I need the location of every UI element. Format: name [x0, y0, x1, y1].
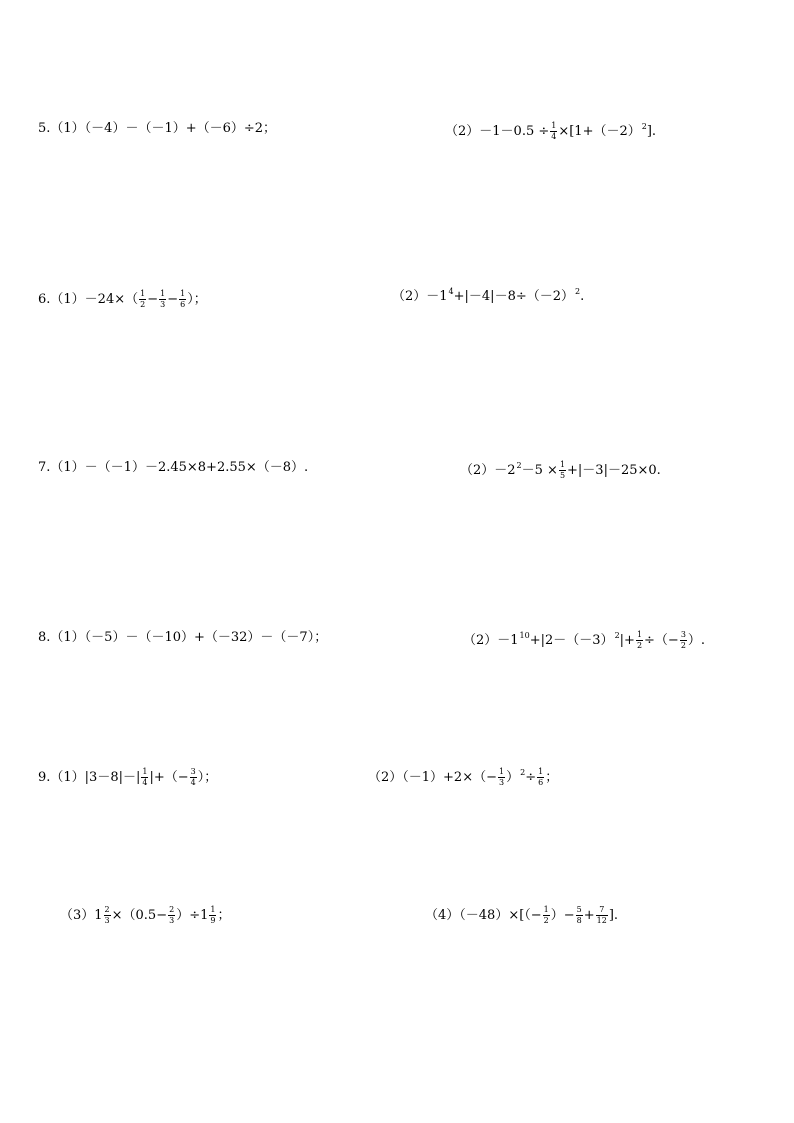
problem-text: 6.（1）－24×（: [38, 292, 139, 307]
problem-text: －5 ×: [521, 463, 558, 478]
problem-9-part-2: [368, 768, 558, 787]
problem-text: （2）－1－0.5 ÷: [445, 124, 550, 139]
fraction: $\frac{1}{4}$: [551, 121, 557, 141]
problem-text: ×[1+（－2）: [558, 124, 641, 139]
problem-text: +|－3|－25×0.: [567, 463, 661, 478]
problem-text: （2）（－1）+2×（−: [368, 770, 497, 785]
problem-text: 7.（1）－（－1）－2.45×8+2.55×（－8）.: [38, 460, 309, 475]
problem-5-part-2: [445, 122, 656, 141]
problem-5-part-1: [38, 122, 276, 135]
fraction: $\frac{2}{3}$: [104, 905, 110, 925]
problem-text: |+: [619, 633, 635, 648]
problem-6-part-2: [392, 286, 585, 304]
problem-7-part-2: [460, 461, 661, 480]
fraction: $\frac{1}{3}$: [160, 289, 166, 309]
problem-text: +|2－（－3）: [529, 633, 614, 648]
fraction: $\frac{1}{9}$: [210, 905, 216, 925]
exponent: 4: [448, 286, 454, 296]
problem-text: ）: [506, 770, 520, 785]
fraction: $\frac{1}{6}$: [538, 767, 544, 787]
exponent: 2: [641, 121, 647, 131]
exponent: 2: [516, 460, 522, 470]
problem-9-part-4: [425, 906, 618, 925]
fraction: $\frac{1}{4}$: [142, 767, 148, 787]
problem-text: ÷（−: [644, 633, 679, 648]
problem-text: （2）－2: [460, 463, 516, 478]
fraction: $\frac{1}{2}$: [140, 289, 146, 309]
problem-text: （2）－1: [463, 633, 519, 648]
problem-text: （3）1: [60, 908, 103, 923]
fraction: $\frac{5}{8}$: [576, 905, 582, 925]
problem-text: −: [147, 292, 159, 307]
problem-text: ×（0.5−: [111, 908, 168, 923]
problem-text: ÷: [525, 770, 537, 785]
exponent: 2: [614, 630, 620, 640]
fraction: $\frac{1}{2}$: [636, 630, 643, 650]
problem-text: 8.（1）（－5）－（－10）+（－32）－（－7）；: [38, 630, 328, 645]
problem-text: ；: [545, 770, 559, 785]
problem-text: ].: [608, 908, 619, 923]
exponent: 10: [519, 630, 530, 640]
fraction: $\frac{1}{2}$: [543, 905, 549, 925]
problem-text: ）；: [197, 770, 218, 785]
fraction: $\frac{7}{12}$: [596, 905, 607, 925]
problem-text: （2）－1: [392, 289, 448, 304]
problem-text: ）÷1: [176, 908, 209, 923]
problem-text: 9.（1）|3－8|－|: [38, 770, 141, 785]
fraction: $\frac{1}{6}$: [180, 289, 186, 309]
exponent: 2: [575, 286, 581, 296]
exponent: 2: [520, 767, 526, 777]
fraction: $\frac{2}{3}$: [169, 905, 175, 925]
problem-7-part-1: [38, 461, 308, 474]
problem-text: +|－4|－8÷（－2）: [453, 289, 574, 304]
fraction: $\frac{3}{2}$: [680, 630, 686, 650]
problem-text: （4）（－48）×[（−: [425, 908, 542, 923]
fraction: $\frac{1}{5}$: [559, 460, 566, 480]
problem-9-part-1: [38, 768, 217, 787]
problem-text: ].: [646, 124, 657, 139]
problem-text: ）.: [687, 633, 706, 648]
problem-text: ）−: [550, 908, 575, 923]
problem-text: −: [167, 292, 179, 307]
problem-6-part-1: [38, 290, 207, 309]
problem-8-part-2: [463, 631, 705, 650]
problem-8-part-1: [38, 631, 327, 644]
problem-9-part-3: [60, 906, 230, 925]
problem-text: +: [583, 908, 595, 923]
fraction: $\frac{3}{4}$: [190, 767, 196, 787]
problem-text: |+（−: [149, 770, 189, 785]
problem-text: .: [580, 289, 585, 304]
problem-text: ；: [217, 908, 231, 923]
fraction: $\frac{1}{3}$: [499, 767, 505, 787]
problem-text: ）；: [187, 292, 207, 307]
problem-text: 5.（1）（－4）－（－1）+（－6）÷2；: [38, 121, 277, 136]
